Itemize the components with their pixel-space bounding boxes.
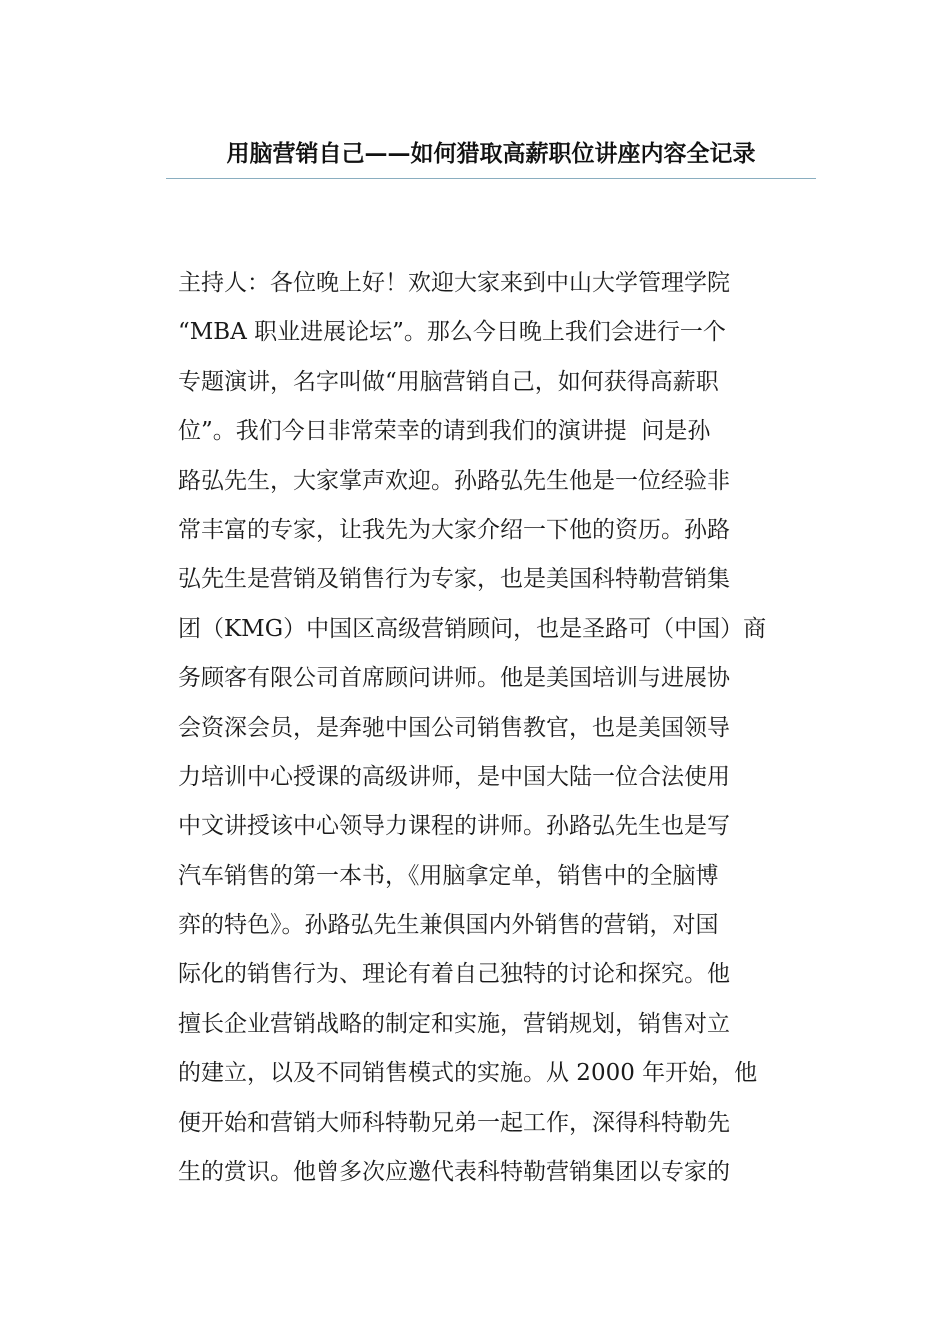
body-line: 弘先生是营销及销售行为专家，也是美国科特勒营销集 [178,566,730,593]
document-body [178,263,818,1201]
body-line: 弈的特色》。孙路弘先生兼俱国内外销售的营销，对国 [178,912,719,939]
body-line: 位”。我们今日非常荣幸的请到我们的演讲提 问是孙 [178,418,711,445]
body-line: 生的赏识。他曾多次应邀代表科特勒营销集团以专家的 [178,1159,730,1186]
document-title: 用脑营销自己——如何猎取高薪职位讲座内容全记录 [226,140,756,167]
body-line: 中文讲授该中心领导力课程的讲师。孙路弘先生也是写 [178,813,730,840]
body-line: 汽车销售的第一本书，《用脑拿定单，销售中的全脑博 [178,862,719,889]
body-line: 路弘先生，大家掌声欢迎。孙路弘先生他是一位经验非 [178,467,730,494]
body-line: 务顾客有限公司首席顾问讲师。他是美国培训与进展协 [178,665,730,692]
body-line: 力培训中心授课的高级讲师，是中国大陆一位合法使用 [178,763,730,790]
body-line: 的建立，以及不同销售模式的实施。从 2000 年开始，他 [178,1060,758,1087]
body-line: 会资深会员，是奔驰中国公司销售教官，也是美国领导 [178,714,730,741]
body-line: 主持人：各位晚上好！欢迎大家来到中山大学管理学院 [178,270,730,296]
body-line: 便开始和营销大师科特勒兄弟一起工作，深得科特勒先 [178,1109,730,1136]
body-line: 际化的销售行为、理论有着自己独特的讨论和探究。他 [178,961,730,988]
body-line: 擅长企业营销战略的制定和实施，营销规划，销售对立 [178,1010,730,1037]
body-line: 团（KMG）中国区高级营销顾问，也是圣路可（中国）商 [178,615,767,642]
body-line: “MBA 职业进展论坛”。那么今日晚上我们会进行一个 [178,319,726,346]
body-line: 专题演讲，名字叫做“用脑营销自己，如何获得高薪职 [178,368,719,395]
body-line: 常丰富的专家，让我先为大家介绍一下他的资历。孙路 [178,516,730,543]
title-underline [166,178,816,179]
